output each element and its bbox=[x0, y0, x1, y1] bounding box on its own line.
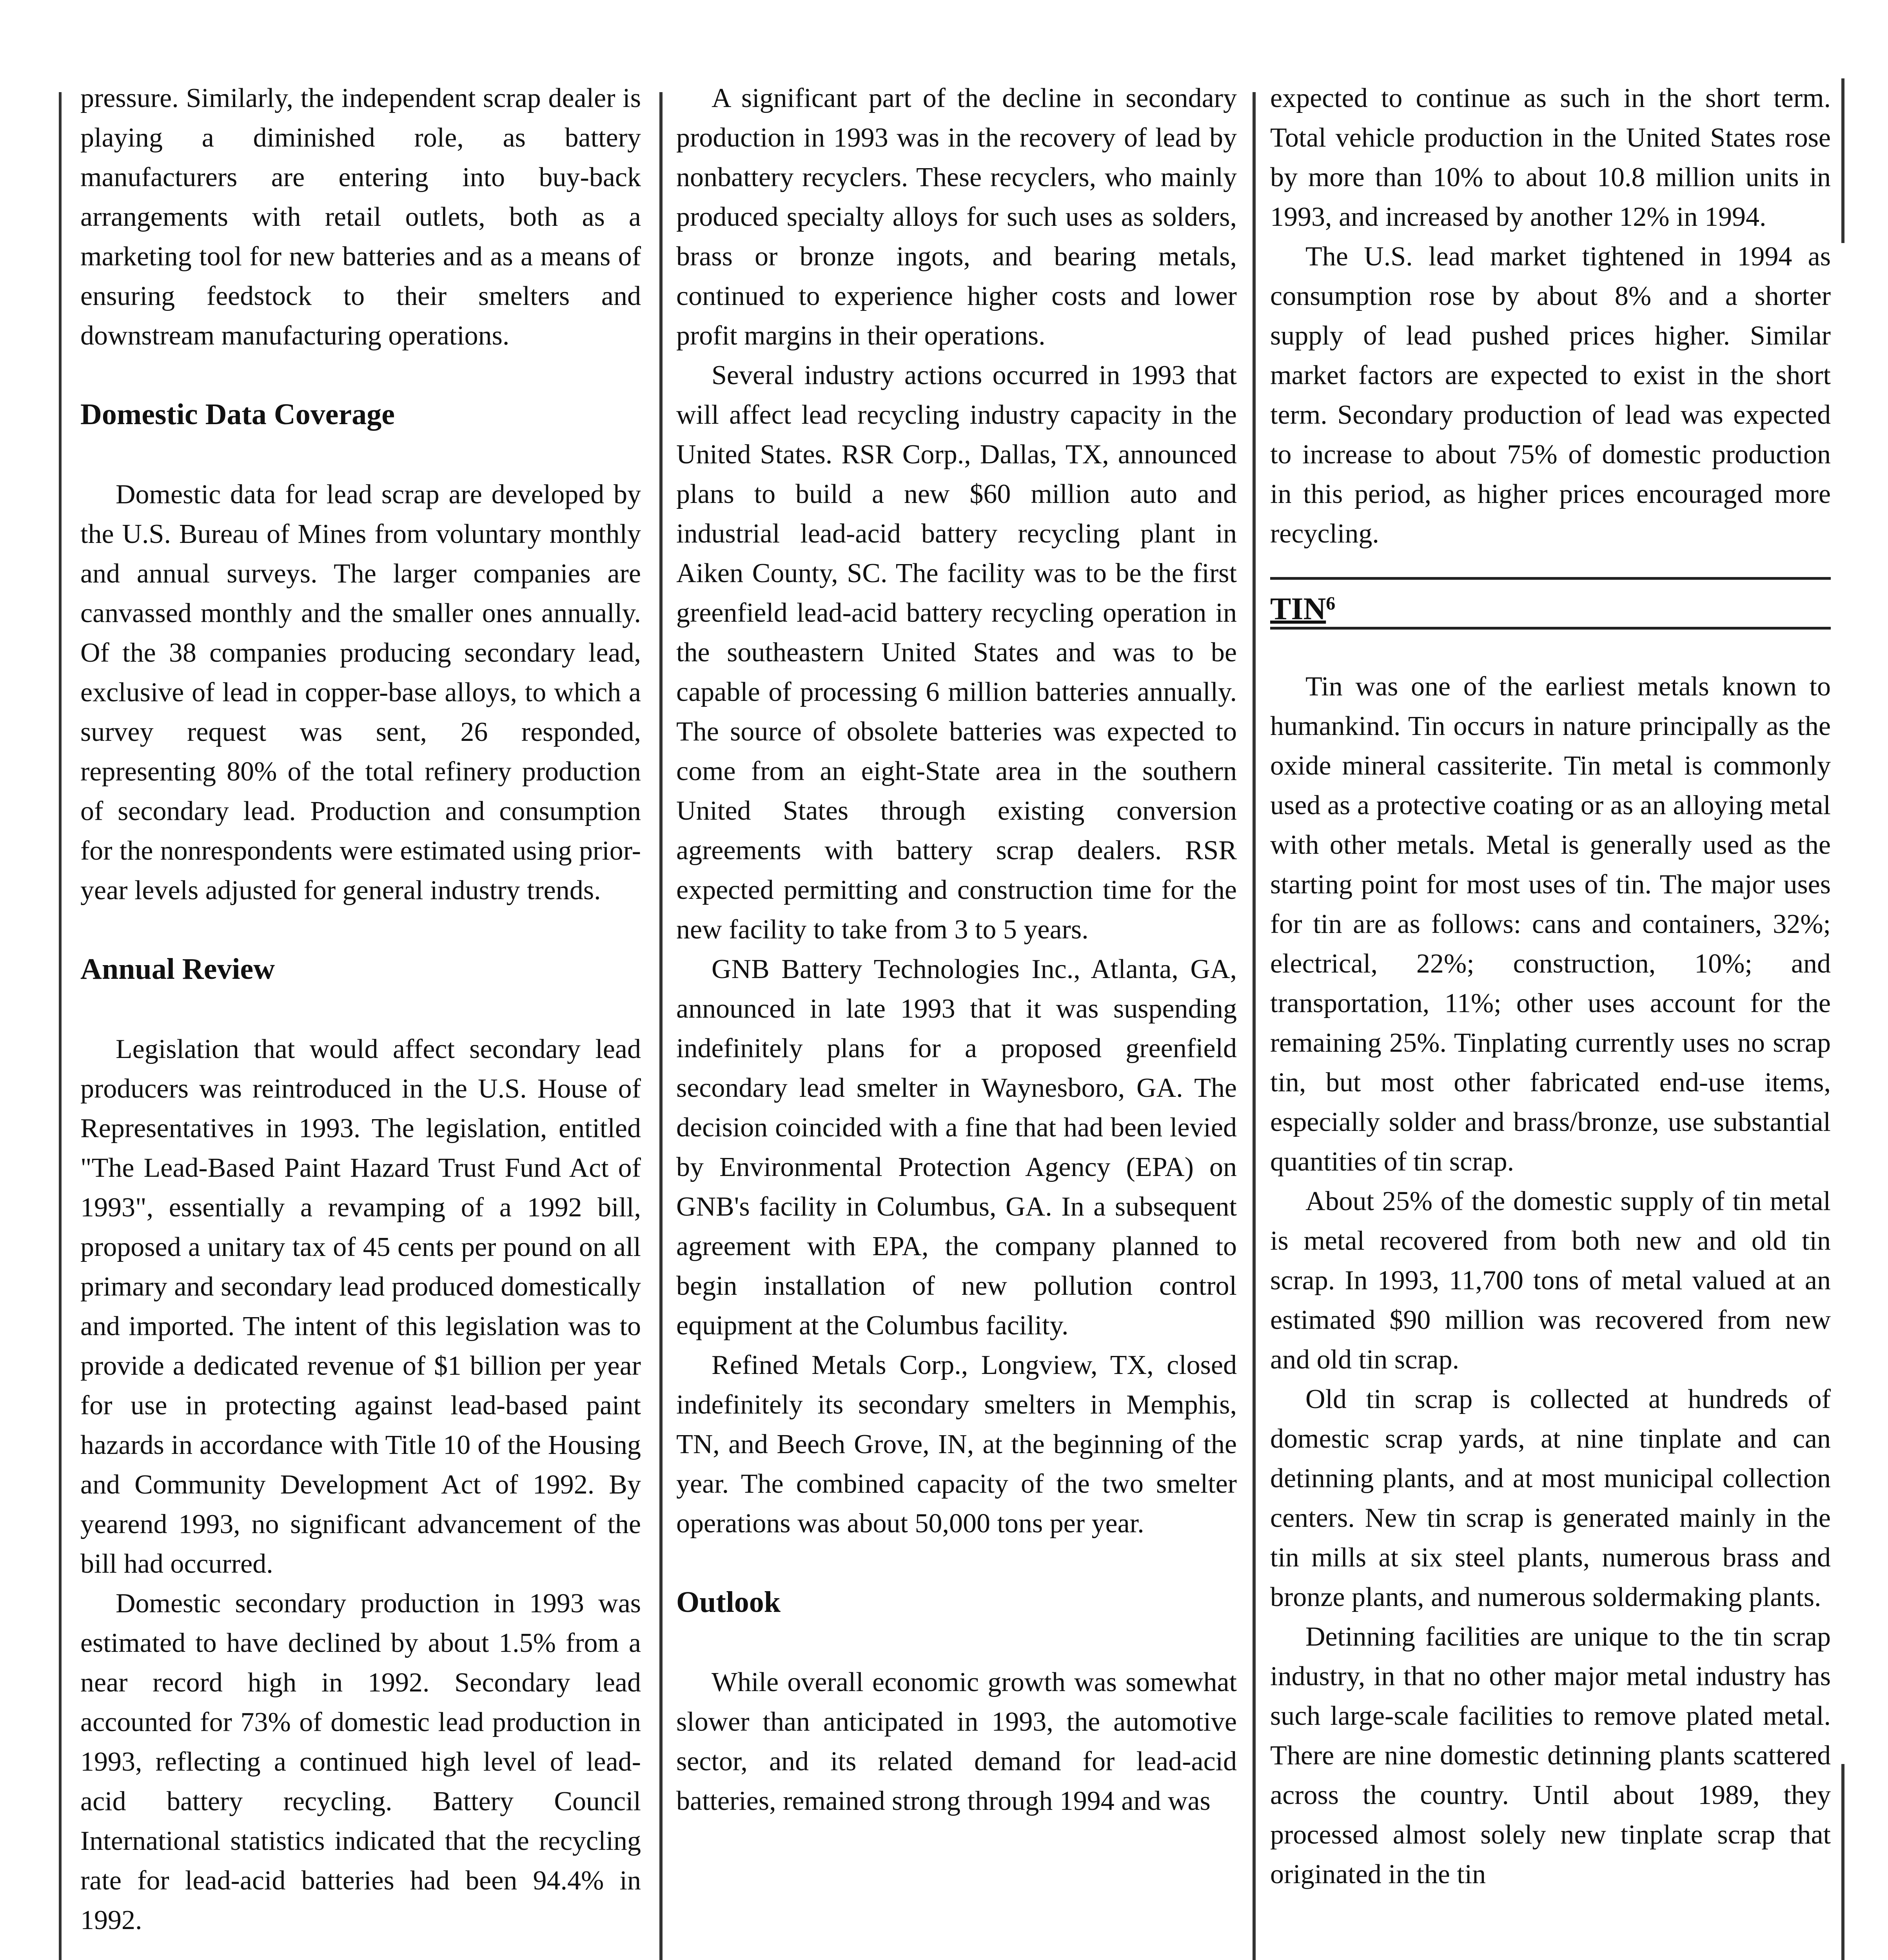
paragraph: Tin was one of the earliest metals known to humankind. Tin occurs in nature principally as the oxide mineral cassiterite. Tin metal is commonly used as a protective coating or as an alloying metal with other metals. Metal is generally used as the starting point for most uses of tin. The major uses for tin are as follows: cans and containers, 32%; electrical, 22%; construction, 10%; and transportation, 11%; other uses account for the remaining 25%. Tinplating currently uses no scrap tin, but most other fabricated end-use items, especially solder and brass/bronze, use substantial quantities of tin scrap. bbox=[1270, 671, 1831, 1177]
column-rule-3-top bbox=[1841, 78, 1844, 243]
column-1 bbox=[80, 78, 641, 1940]
paragraph: About 25% of the domestic supply of tin metal is metal recovered from both new and old tin scrap. In 1993, 11,700 tons of metal valued at an estimated $90 million was recovered from new and old tin scrap. bbox=[1270, 1186, 1831, 1375]
column-rule-left bbox=[59, 92, 62, 1960]
section-heading-annual-review: Annual Review bbox=[80, 953, 275, 985]
paragraph: Detinning facilities are unique to the tin scrap industry, in that no other major metal industry has such large-scale facilities to remove plated metal. There are nine domestic detinning plants scattered across the country. Until about 1989, they processed almost solely new tinplate scrap that originated in the tin bbox=[1270, 1622, 1831, 1889]
column-rule-3-bottom bbox=[1841, 1764, 1844, 1960]
paragraph: Legislation that would affect secondary lead producers was reintroduced in the U.S. House of Representatives in 1993. The legislation, entitled "The Lead-Based Paint Hazard Trust Fund Act of 1993", essentially a revamping of a 1992 bill, proposed a unitary tax of 45 cents per pound on all primary and secondary lead produced domestically and imported. The intent of this legislation was to provide a dedicated revenue of $1 billion per year for use in protecting against lead-based paint hazards in accordance with Title 10 of the Housing and Community Development Act of 1992. By yearend 1993, no significant advancement of the bill had occurred. bbox=[80, 1034, 641, 1579]
section-heading-outlook: Outlook bbox=[676, 1586, 781, 1619]
paragraph: Domestic secondary production in 1993 was estimated to have declined by about 1.5% from a near record high in 1992. Secondary lead accounted for 73% of domestic lead production in 1993, reflecting a continued high level of lead-acid battery recycling. Battery Council International statistics indicated that the recycling rate for lead-acid batteries had been 94.4% in 1992. bbox=[80, 1588, 641, 1935]
paragraph: The U.S. lead market tightened in 1994 as consumption rose by about 8% and a shorter supply of lead pushed prices higher. Similar market factors are expected to exist in the short term. Secondary production of lead was expected to increase to about 75% of domestic production in this period, as higher prices encouraged more recycling. bbox=[1270, 241, 1831, 549]
column-rule-1 bbox=[659, 92, 663, 1960]
footnote-marker: 6 bbox=[1326, 593, 1336, 614]
section-heading-domestic-data-coverage: Domestic Data Coverage bbox=[80, 398, 395, 431]
paragraph: Old tin scrap is collected at hundreds of domestic scrap yards, at nine tinplate and can detinning plants, and at most municipal collection centers. New tin scrap is generated mainly in the tin mills at six steel plants, numerous brass and bronze plants, and numerous soldermaking plants. bbox=[1270, 1384, 1831, 1612]
paragraph: expected to continue as such in the short term. Total vehicle production in the United States rose by more than 10% to about 10.8 million units in 1993, and increased by another 12% in 1994. bbox=[1270, 83, 1831, 232]
paragraph: GNB Battery Technologies Inc., Atlanta, GA, announced in late 1993 that it was suspending indefinitely plans for a proposed greenfield secondary lead smelter in Waynesboro, GA. The decision coincided with a fine that had been levied by Environmental Protection Agency (EPA) on GNB's facility in Columbus, GA. In a subsequent agreement with EPA, the company planned to begin installation of new pollution control equipment at the Columbus facility. bbox=[676, 954, 1237, 1341]
paragraph: A significant part of the decline in secondary production in 1993 was in the recovery of lead by nonbattery recyclers. These recyclers, who mainly produced specialty alloys for such uses as solders, brass or bronze ingots, and bearing metals, continued to experience higher costs and lower profit margins in their operations. bbox=[676, 83, 1237, 351]
section-heading-tin bbox=[1270, 577, 1831, 630]
tin-heading-text: TIN bbox=[1270, 592, 1326, 626]
paragraph: Several industry actions occurred in 1993 that will affect lead recycling industry capacity in the United States. RSR Corp., Dallas, TX, announced plans to build a new $60 million auto and industrial lead-acid battery recycling plant in Aiken County, SC. The facility was to be the first greenfield lead-acid battery recycling operation in the southeastern United States and was to be capable of processing 6 million batteries annually. The source of obsolete batteries was expected to come from an eight-State area in the southern United States through existing conversion agreements with battery scrap dealers. RSR expected permitting and construction time for the new facility to take from 3 to 5 years. bbox=[676, 360, 1237, 945]
paragraph: While overall economic growth was somewhat slower than anticipated in 1993, the automotive sector, and its related demand for lead-acid batteries, remained strong through 1994 and was bbox=[676, 1667, 1237, 1816]
paragraph: Domestic data for lead scrap are developed by the U.S. Bureau of Mines from voluntary monthly and annual surveys. The larger companies are canvassed monthly and the smaller ones annually. Of the 38 companies producing secondary lead, exclusive of lead in copper-base alloys, to which a survey request was sent, 26 responded, representing 80% of the total refinery production of secondary lead. Production and consumption for the nonrespondents were estimated using prior-year levels adjusted for general industry trends. bbox=[80, 479, 641, 906]
column-2 bbox=[676, 78, 1237, 1821]
paragraph: pressure. Similarly, the independent scrap dealer is playing a diminished role, as battery manufacturers are entering into buy-back arrangements with retail outlets, both as a marketing tool for new batteries and as a means of ensuring feedstock to their smelters and downstream manufacturing operations. bbox=[80, 83, 641, 351]
paragraph: Refined Metals Corp., Longview, TX, closed indefinitely its secondary smelters in Memphis, TN, and Beech Grove, IN, at the beginning of the year. The combined capacity of the two smelter operations was about 50,000 tons per year. bbox=[676, 1350, 1237, 1539]
column-rule-2 bbox=[1253, 92, 1256, 1960]
column-3 bbox=[1270, 78, 1831, 1894]
